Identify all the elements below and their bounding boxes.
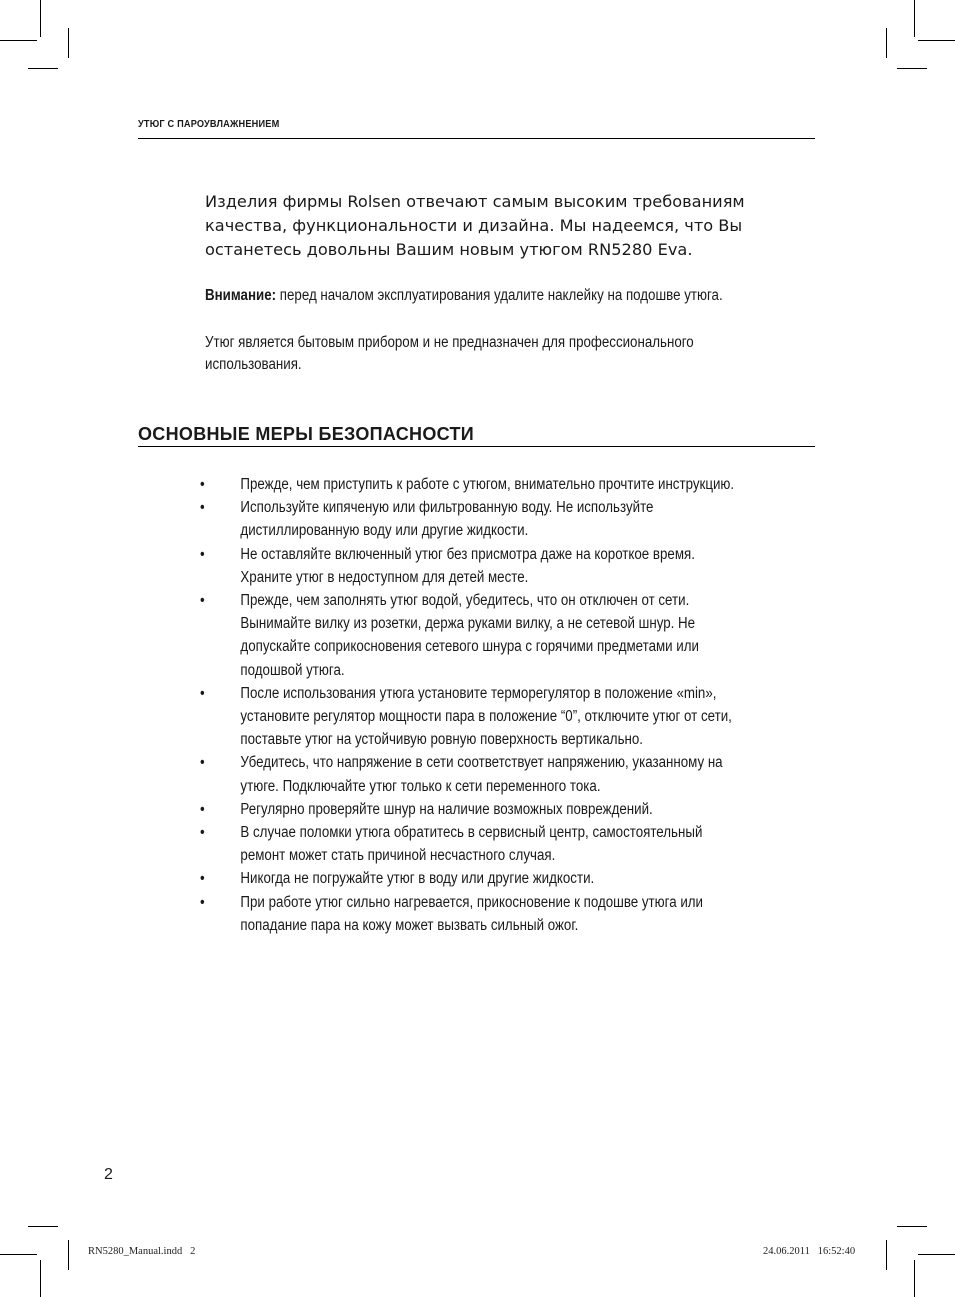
- list-item-line: Вынимайте вилку из розетки, держа руками вилку, а не сетевой шнур. Не: [240, 615, 696, 633]
- section-rule: [138, 446, 815, 447]
- household-line: использования.: [205, 356, 302, 373]
- intro-paragraph: [205, 190, 825, 262]
- bullet: •: [200, 754, 205, 772]
- crop-mark: [914, 1260, 915, 1297]
- household-note: [205, 332, 807, 376]
- list-item-line: Прежде, чем приступить к работе с утюгом, внимательно прочтите инструкцию.: [240, 476, 735, 493]
- list-item-line: Храните утюг в недоступном для детей месте.: [240, 568, 529, 586]
- crop-mark: [918, 1254, 955, 1255]
- list-item-line: подошвой утюга.: [240, 661, 345, 679]
- bullet: •: [200, 476, 205, 493]
- crop-mark: [28, 68, 58, 69]
- list-item-line: Используйте кипяченую или фильтрованную воду. Не используйте: [240, 499, 654, 517]
- bullet: •: [200, 800, 205, 818]
- list-item-line: попадание пара на кожу может вызвать сильный ожог.: [240, 916, 579, 934]
- bullet: •: [200, 592, 205, 610]
- list-item: [200, 821, 819, 867]
- print-slug-datetime: 24.06.2011 16:52:40: [763, 1246, 856, 1257]
- list-item-line: При работе утюг сильно нагревается, прикосновение к подошве утюга или: [240, 893, 704, 911]
- household-line: Утюг является бытовым прибором и не предназначен для профессионального: [205, 334, 694, 351]
- list-item: [200, 473, 819, 496]
- bullet: •: [200, 870, 205, 888]
- safety-list: [200, 473, 819, 937]
- crop-mark: [886, 28, 887, 58]
- list-item-line: Убедитесь, что напряжение в сети соответствует напряжению, указанному на: [240, 754, 723, 772]
- header-rule: [138, 138, 815, 139]
- attention-note: [205, 285, 824, 307]
- list-item-line: В случае поломки утюга обратитесь в сервисный центр, самостоятельный: [240, 824, 703, 842]
- bullet: •: [200, 499, 205, 517]
- bullet: •: [200, 893, 205, 911]
- crop-mark: [0, 40, 37, 41]
- list-item-line: Не оставляйте включенный утюг без присмотра даже на короткое время.: [240, 545, 695, 563]
- bullet: •: [200, 545, 205, 563]
- crop-mark: [886, 1240, 887, 1270]
- list-item: [200, 798, 819, 821]
- attention-label: Внимание:: [205, 287, 277, 304]
- print-slug-file: RN5280_Manual.indd 2: [88, 1246, 196, 1257]
- crop-mark: [68, 28, 69, 58]
- bullet: •: [200, 684, 205, 702]
- crop-mark: [914, 0, 915, 37]
- crop-mark: [0, 1254, 37, 1255]
- crop-mark: [28, 1226, 58, 1227]
- page-number: 2: [104, 1166, 113, 1183]
- attention-text: перед началом эксплуатирования удалите наклейку на подошве утюга.: [279, 287, 723, 304]
- running-header: УТЮГ С ПАРОУВЛАЖНЕНИЕМ: [138, 119, 280, 130]
- section-title: ОСНОВНЫЕ МЕРЫ БЕЗОПАСНОСТИ: [138, 424, 475, 444]
- list-item-line: дистиллированную воду или другие жидкости.: [240, 522, 529, 540]
- crop-mark: [897, 68, 927, 69]
- list-item-line: Никогда не погружайте утюг в воду или другие жидкости.: [240, 870, 595, 888]
- bullet: •: [200, 824, 205, 842]
- crop-mark: [918, 40, 955, 41]
- intro-line: останетесь довольны Вашим новым утюгом RN5280 Eva.: [205, 240, 693, 259]
- intro-line: Изделия фирмы Rolsen отвечают самым высоким требованиям: [205, 192, 745, 211]
- list-item: [200, 891, 819, 937]
- list-item-line: Прежде, чем заполнять утюг водой, убедитесь, что он отключен от сети.: [240, 592, 690, 610]
- list-item-line: утюге. Подключайте утюг только к сети переменного тока.: [240, 777, 601, 795]
- intro-line: качества, функциональности и дизайна. Мы надеемся, что Вы: [205, 216, 743, 235]
- list-item-line: установите регулятор мощности пара в положение “0”, отключите утюг от сети,: [240, 708, 732, 726]
- list-item: [200, 867, 819, 890]
- list-item: [200, 589, 819, 682]
- list-item: [200, 682, 819, 752]
- crop-mark: [40, 1260, 41, 1297]
- list-item-line: ремонт может стать причиной несчастного случая.: [240, 847, 556, 865]
- crop-mark: [68, 1240, 69, 1270]
- crop-mark: [897, 1226, 927, 1227]
- list-item-line: поставьте утюг на устойчивую ровную поверхность вертикально.: [240, 731, 643, 749]
- list-item-line: Регулярно проверяйте шнур на наличие возможных повреждений.: [240, 800, 653, 818]
- list-item-line: После использования утюга установите терморегулятор в положение «min»,: [240, 684, 717, 702]
- list-item: [200, 751, 819, 797]
- list-item: [200, 543, 819, 589]
- list-item-line: допускайте соприкосновения сетевого шнура с горячими предметами или: [240, 638, 699, 656]
- crop-mark: [40, 0, 41, 37]
- list-item: [200, 496, 819, 542]
